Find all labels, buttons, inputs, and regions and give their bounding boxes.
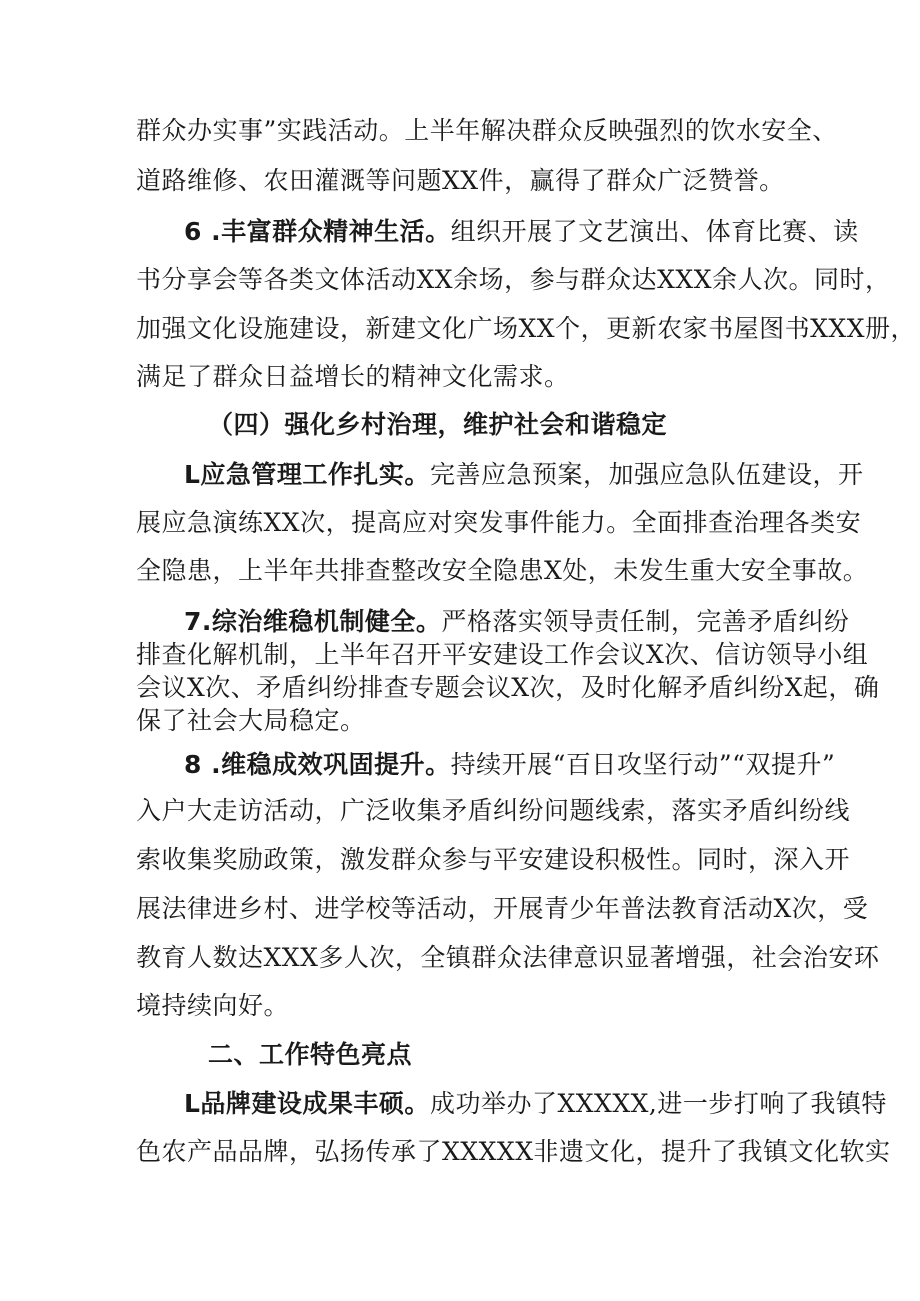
line-text: 排查化解机制，上半年召开平安建设工作会议X次、信访领导小组: [136, 640, 869, 669]
paragraph-line: [136, 845, 851, 875]
line-text: 成功举办了XXXXX,进一步打响了我镇特: [429, 1089, 887, 1118]
paragraph-line: [136, 673, 880, 703]
line-text: 道路维修、农田灌溉等问题XX件，赢得了群众广泛赞誉。: [136, 166, 785, 195]
paragraph-line: [136, 265, 891, 295]
section-heading: [208, 410, 816, 440]
paragraph-line: [136, 894, 869, 924]
line-text: 满足了群众日益增长的精神文化需求。: [136, 362, 570, 391]
item-title: L品牌建设成果丰硕。: [184, 1089, 430, 1118]
paragraph-line: [136, 796, 851, 826]
paragraph-line: [136, 556, 869, 586]
line-text: 境持续向好。: [136, 991, 290, 1020]
line-text: 组织开展了文艺演出、体育比赛、读: [450, 217, 859, 246]
item-title: 8 .维稳成效巩固提升。: [184, 750, 451, 779]
paragraph-line: [184, 1089, 887, 1119]
heading-text: 二、工作特色亮点: [208, 1040, 413, 1069]
paragraph-line: [136, 166, 816, 196]
line-text: 全隐患，上半年共排查整改安全隐患X处，未发生重大安全事故。: [136, 556, 869, 585]
line-text: 严格落实领导责任制，完善矛盾纠纷: [441, 607, 850, 636]
paragraph-line: [136, 991, 816, 1021]
line-text: 入户大走访活动，广泛收集矛盾纠纷问题线索，落实矛盾纠纷线: [136, 796, 851, 825]
paragraph-line: [184, 750, 836, 780]
item-title: 7.综治维稳机制健全。: [184, 607, 442, 636]
paragraph-line: [136, 116, 838, 146]
line-text: 会议X次、矛盾纠纷排查专题会议X次，及时化解矛盾纠纷X起，确: [136, 673, 880, 702]
line-text: 保了社会大局稳定。: [136, 706, 366, 735]
line-text: 展法律进乡村、进学校等活动，开展青少年普法教育活动X次，受: [136, 894, 869, 923]
heading-text: （四）强化乡村治理，维护社会和谐稳定: [208, 410, 668, 439]
item-title: L应急管理工作扎实。: [184, 460, 430, 489]
line-text: 教育人数达XXX多人次，全镇群众法律意识显著增强，社会治安环: [136, 943, 880, 972]
line-text: 持续开展“百日攻坚行动”“双提升”: [450, 750, 836, 779]
paragraph-line: [184, 217, 859, 247]
paragraph-line: [136, 1137, 891, 1167]
paragraph-line: [184, 607, 850, 637]
item-title: 6 .丰富群众精神生活。: [184, 217, 451, 246]
paragraph-line: [136, 706, 816, 736]
section-heading: [208, 1040, 816, 1070]
line-text: 书分享会等各类文体活动XX余场，参与群众达XXX余人次。同时，: [136, 265, 891, 294]
paragraph-line: [184, 460, 864, 490]
paragraph-line: [136, 314, 916, 344]
line-text: 展应急演练XX次，提高应对突发事件能力。全面排查治理各类安: [136, 508, 862, 537]
line-text: 色农产品品牌，弘扬传承了XXXXX非遗文化，提升了我镇文化软实: [136, 1137, 891, 1166]
line-text: 加强文化设施建设，新建文化广场XX个，更新农家书屋图书XXX册，: [136, 314, 916, 343]
line-text: 索收集奖励政策，激发群众参与平安建设积极性。同时，深入开: [136, 845, 851, 874]
paragraph-line: [136, 640, 869, 670]
line-text: 群众办实事”实践活动。上半年解决群众反映强烈的饮水安全、: [136, 116, 838, 145]
paragraph-line: [136, 508, 862, 538]
line-text: 完善应急预案，加强应急队伍建设，开: [429, 460, 864, 489]
paragraph-line: [136, 943, 880, 973]
paragraph-line: [136, 362, 816, 392]
